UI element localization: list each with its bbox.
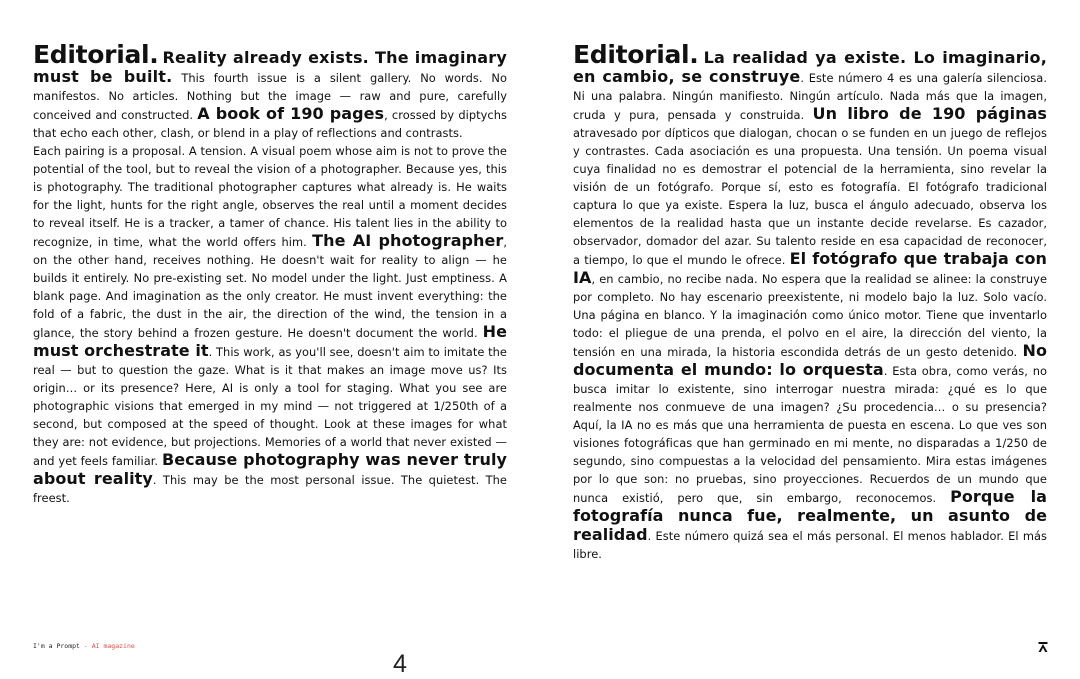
prompt-logo-icon bbox=[1037, 641, 1049, 653]
editorial-en-text: , crossed by diptychs that echo each other, clash, or blend in a play of reflections and contrasts. bbox=[33, 108, 507, 140]
editorial-en-paragraph-2 bbox=[33, 142, 507, 507]
editorial-es-text: , en cambio, no recibe nada. No espera que la realidad se alinee: la construye por completo. No hay escenario preexistente, ni modelo bajo la luz. Solo vacío. Una página en blanco. Y la imaginación como único motor. Tiene que inventarlo todo: el pliegue de una prenda, el polvo en el aire, la dirección del viento, la tensión en una mirada, la historia escondida detrás de un gesto detenido. bbox=[573, 272, 1047, 359]
editorial-en-text: . This may be the most personal issue. The quietest. The freest. bbox=[33, 473, 507, 505]
editorial-es-highlight: Un libro de 190 páginas bbox=[812, 104, 1047, 123]
editorial-spanish-column bbox=[573, 40, 1048, 563]
page-number: 4 bbox=[393, 650, 407, 678]
editorial-es-highlight: Porque la fotografía nunca fue, realmente, un asunto de realidad bbox=[573, 487, 1047, 544]
editorial-en-text: This fourth issue is a silent gallery. No words. No manifestos. No articles. Nothing but the image — raw and pure, carefully conceived and constructed. bbox=[33, 71, 507, 122]
editorial-en-highlight: The AI photographer bbox=[312, 231, 504, 250]
editorial-en-lead: Reality already exists. The imaginary must be built. bbox=[33, 48, 508, 86]
editorial-es-text: atravesado por dípticos que dialogan, chocan o se funden en un juego de reflejos y contrastes. Cada asociación es una propuesta. Una tensión. Un poema visual cuya finalidad no es demostrar el potencial de la herramienta, sino revelar la visión de un fotógrafo. Porque sí, esto es fotografía. El fotógrafo tradicional captura lo que ya existe. Espera la luz, busca el ángulo adecuado, observa los elementos de la realidad hasta que un instante decide revelarse. Es cazador, observador, domador del azar. Su talento reside en esa capacidad de reconocer, a tiempo, lo que el mundo le ofrece. bbox=[573, 126, 1047, 267]
footer-brand bbox=[33, 642, 135, 650]
editorial-es-text: . Esta obra, como verás, no busca imitar lo existente, sino interrogar nuestra mirada: ¿qué es lo que realmente nos conmueve de una imagen? ¿Su procedencia… o su presencia? Aquí, la IA no es más que una herramienta de puesta en escena. Lo que ves son visiones fotográficas que han germinado en mi mente, no disparadas a 1/250 de segundo, sino compuestas a la velocidad del pensamiento. Mira estas imágenes por lo que son: no pruebas, sino proyecciones. Recuerdos de un mundo que nunca existió, pero que, sin embargo, reconocemos. bbox=[573, 364, 1047, 505]
editorial-en-paragraph-1 bbox=[33, 40, 508, 142]
editorial-en-highlight: Because photography was never truly about reality bbox=[33, 450, 507, 488]
editorial-es-text: . Este número quizá sea el más personal. El menos hablador. El más libre. bbox=[573, 529, 1047, 561]
editorial-es-highlight: No documenta el mundo: lo orquesta bbox=[573, 341, 1047, 379]
footer-magazine: AI magazine bbox=[91, 642, 135, 650]
editorial-en-title: Editorial. bbox=[33, 40, 159, 69]
editorial-es-text: . Este número 4 es una galería silenciosa. Ni una palabra. Ningún manifiesto. Ningún artículo. Nada más que la imagen, cruda y pura, pensada y construida. bbox=[573, 71, 1047, 122]
editorial-en-text: Each pairing is a proposal. A tension. A visual poem whose aim is not to prove the potential of the tool, but to reveal the vision of a photographer. Because yes, this is photography. The traditional photographer captures what already is. He waits for the light, hunts for the right angle, observes the real until a moment decides to reveal itself. He is a tracker, a tamer of chance. His talent lies in the ability to recognize, in time, what the world offers him. bbox=[33, 144, 507, 249]
editorial-es-paragraph bbox=[573, 40, 1048, 563]
editorial-es-lead: La realidad ya existe. Lo imaginario, en cambio, se construye bbox=[573, 48, 1048, 86]
editorial-english-column bbox=[33, 40, 508, 507]
footer-brand-name: I'm a Prompt bbox=[33, 642, 80, 650]
editorial-es-highlight: El fotógrafo que trabaja con IA bbox=[573, 249, 1047, 287]
editorial-es-title: Editorial. bbox=[573, 40, 699, 69]
editorial-en-highlight: A book of 190 pages bbox=[197, 104, 385, 123]
footer-separator: - bbox=[79, 642, 92, 650]
editorial-en-text: , on the other hand, receives nothing. He doesn't wait for reality to align — he builds it entirely. No pre-existing set. No model under the light. Just emptiness. A blank page. And imagination as the only creator. He must invent everything: the fold of a fabric, the dust in the air, the direction of the wind, the tension in a glance, the story behind a frozen gesture. He doesn't document the world. bbox=[33, 235, 507, 340]
editorial-en-highlight: He must orchestrate it bbox=[33, 322, 507, 360]
editorial-en-text: . This work, as you'll see, doesn't aim to imitate the real — but to question the gaze. What is it that makes an image move us? Its origin… or its presence? Here, AI is only a tool for staging. What you see are photographic visions that emerged in my mind — not triggered at 1/250th of a second, but composed at the speed of thought. Look at these images for what they are: not evidence, but projections. Memories of a world that never existed — and yet feels familiar. bbox=[33, 345, 507, 468]
